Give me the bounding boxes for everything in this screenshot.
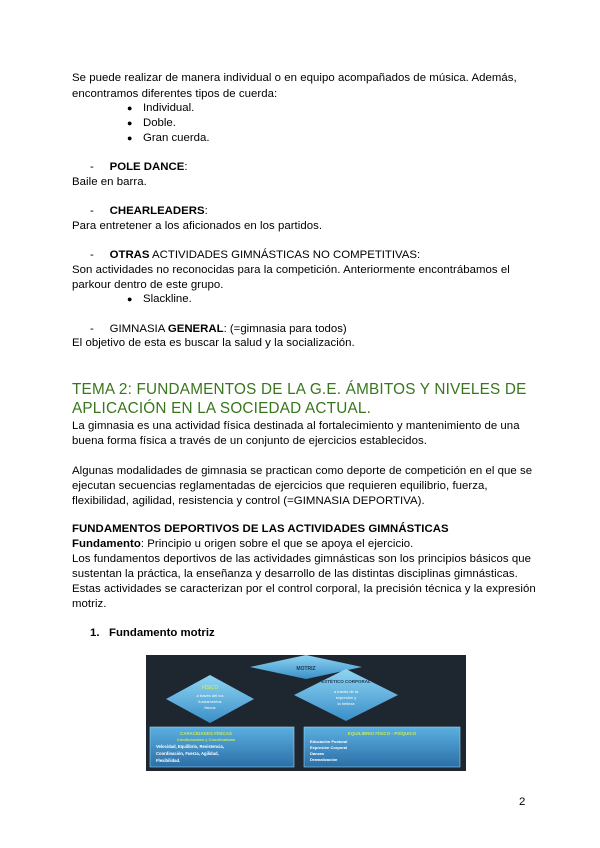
fisico-text: físicos [204, 705, 216, 710]
fisico-text: a través del los [196, 693, 224, 698]
fundamentos-line-2: sustentan la práctica, la enseñanza y desarrollo de las distintas disciplinas gimnásticas. [72, 568, 518, 580]
document-page: Se puede realizar de manera individual o en equipo acompañados de música. Además, encontramos diferentes tipos de cuerda: ● Individual. ● Doble. ● Gran cuerda. - POLE DANCE: Baile en barra. - CHEARLEADERS: Para entretener a los aficionados en los partidos. - OTRAS ACTIVIDADES GIMNÁSTICAS NO COMPETITIVAS: Son actividades no reconocidas para la competición. Anteriormente encontrábamos el parkour dentro de este grupo. ● Slackline. - GIMNASIA GENERAL: (=gimnasia para todos) El objetivo de esta es buscar la salud y la socialización. TEMA 2: FUNDAMENTOS DE LA G.E. ÁMBITOS Y NIVELES DE APLICACIÓN EN LA SOCIEDAD ACTUAL. La gimnasia es una actividad física destinada al fortalecimiento y mantenimiento de una buena forma física a través de un conjunto de ejercicios establecidos. Algunas modalidades de gimnasia se practican como deporte de competición en el que se ejecutan secuencias reglamentadas de ejercicios que requieren equilibrio, fuerza, flexibilidad, agilidad, resistencia y control (=GIMNASIA DEPORTIVA). FUNDAMENTOS DEPORTIVOS DE LAS ACTIVIDADES GIMNÁSTICAS Fundamento: Principio u origen sobre el que se apoya el ejercicio. Los fundamentos deportivos de las actividades gimnásticas son los principios básicos que sustentan la práctica, la enseñanza y desarrollo de las distintas disciplinas gimnásticas. Estas actividades se caracterizan por el control corporal, la precisión técnica y la expresión motriz. 1. Fundamento motriz MOTRIZ FÍSICO a través del los fundamentos físicos ESTÉTICO CORPORAL a través de la expresión y la belleza CAPACIDADES FÍSICAS Condicionales y Coordinativas Velocidad, Equilibrio, Resistencia, Coordinación, Fuerza, Agilidad, Flexibilidad. EQUILIBRIO FÍSICO - PSÍQUICO Educación Postural Expresión Corporal Danzas Dramatización 2 [72, 72, 536, 808]
estetico-title: ESTÉTICO CORPORAL [321, 679, 371, 684]
general-desc: El objetivo de esta es buscar la salud y la socialización. [72, 337, 355, 349]
pole-dance-title: POLE DANCE [109, 161, 185, 173]
tema2-p1-line-2: buena forma física a través de un conjunto de ejercicios establecidos. [72, 435, 427, 447]
cheerleaders-desc: Para entretener a los aficionados en los partidos. [72, 220, 323, 232]
capacidades-subtitle: Condicionales y Coordinativas [176, 737, 236, 742]
capacidades-line: Velocidad, Equilibrio, Resistencia, [156, 744, 224, 749]
intro-line-2: encontramos diferentes tipos de cuerda: [72, 88, 278, 100]
numbered-item-1: 1. Fundamento motriz [90, 627, 215, 639]
estetico-text: expresión y [335, 695, 357, 700]
bullet-icon: ● [127, 103, 133, 113]
section-pole-dance: - POLE DANCE: [90, 161, 188, 173]
section-otras: - OTRAS ACTIVIDADES GIMNÁSTICAS NO COMPETITIVAS: [90, 249, 421, 261]
capacidades-line: Coordinación, Fuerza, Agilidad, [156, 751, 219, 756]
capacidades-line: Flexibilidad. [156, 758, 181, 763]
section-general: - GIMNASIA GENERAL: (=gimnasia para todos) [90, 323, 347, 335]
estetico-text: la belleza [337, 701, 355, 706]
bullet-icon: ● [127, 133, 133, 143]
otras-line-2: parkour dentro de este grupo. [72, 279, 224, 291]
fundamentos-line-1: Los fundamentos deportivos de las actividades gimnásticas son los principios básicos que [72, 553, 532, 565]
otras-line-1: Son actividades no reconocidas para la competición. Anteriormente encontrábamos el [72, 264, 510, 276]
tema2-p2-line-1: Algunas modalidades de gimnasia se practican como deporte de competición en el que se [72, 465, 533, 477]
tema2-p2-line-3: flexibilidad, agilidad, resistencia y control (=GIMNASIA DEPORTIVA). [72, 495, 425, 507]
capacidades-title: CAPACIDADES FÍSICAS [180, 731, 232, 736]
fundamento-motriz-diagram [146, 655, 466, 771]
equilibrio-title: EQUILIBRIO FÍSICO - PSÍQUICO [347, 731, 417, 736]
fisico-text: fundamentos [198, 699, 222, 704]
tema2-heading-line-1: TEMA 2: FUNDAMENTOS DE LA G.E. ÁMBITOS Y NIVELES DE [72, 381, 527, 398]
fundamentos-heading: FUNDAMENTOS DEPORTIVOS DE LAS ACTIVIDADES GIMNÁSTICAS [72, 523, 449, 535]
bullet-icon: ● [127, 118, 133, 128]
equilibrio-line: Dramatización [310, 757, 338, 762]
pole-dance-desc: Baile en barra. [72, 176, 147, 188]
motriz-label: MOTRIZ [296, 666, 316, 672]
tema2-heading-line-2: APLICACIÓN EN LA SOCIEDAD ACTUAL. [72, 400, 372, 417]
section-cheerleaders: - CHEARLEADERS: [90, 205, 208, 217]
bullet-icon: ● [127, 294, 133, 304]
fundamento-definition: Fundamento: Principio u origen sobre el que se apoya el ejercicio. [72, 538, 414, 550]
estetico-text: a través de la [333, 689, 359, 694]
equilibrio-line: Expresión Corporal [310, 745, 348, 750]
diagram-svg [146, 655, 466, 771]
tema2-p2-line-2: ejecutan secuencias reglamentadas de ejercicios que requieren equilibrio, fuerza, [72, 480, 488, 492]
page-number: 2 [519, 796, 526, 808]
fisico-title: FÍSICO [201, 685, 219, 691]
tema2-p1-line-1: La gimnasia es una actividad física destinada al fortalecimiento y mantenimiento de una [72, 420, 520, 432]
cheerleaders-title: CHEARLEADERS [109, 205, 205, 217]
equilibrio-line: Danzas [310, 751, 325, 756]
equilibrio-line: Educación Postural [310, 739, 348, 744]
fundamentos-line-3: Estas actividades se caracterizan por el control corporal, la precisión técnica y la expresión [72, 583, 536, 595]
intro-line-1: Se puede realizar de manera individual o en equipo acompañados de música. Además, [72, 72, 517, 84]
fundamentos-line-4: motriz. [72, 598, 107, 610]
